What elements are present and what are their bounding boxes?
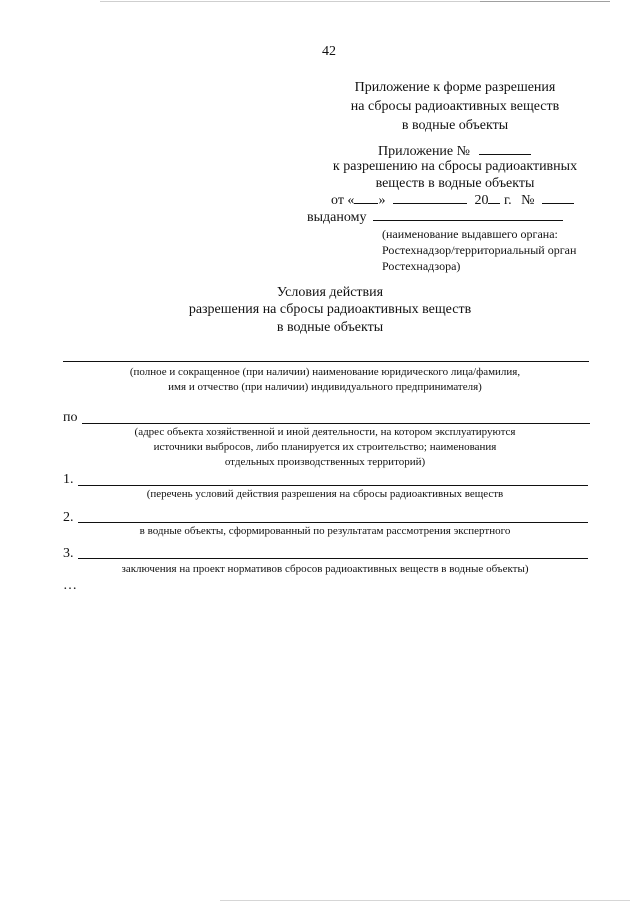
item-1-line (78, 485, 588, 486)
permit-number-blank (542, 191, 574, 204)
conditions-title-line3: в водные объекты (276, 320, 384, 335)
annex-title-line1: Приложение к форме разрешения (354, 80, 556, 95)
item-2-hint: в водные объекты, сформированный по результатам рассмотрения экспертного (139, 525, 511, 537)
page-number: 42 (322, 44, 336, 59)
address-hint-line3: отдельных производственных территорий) (224, 456, 426, 468)
permit-date-row (331, 191, 574, 209)
issued-row (307, 208, 563, 226)
year-suffix: г. (503, 193, 512, 208)
address-prefix: по (63, 410, 78, 425)
scan-edge-top (100, 1, 610, 2)
annex-number-label: Приложение № (378, 144, 470, 159)
item-3-number: 3. (63, 546, 74, 561)
annex-number-blank (479, 142, 531, 155)
day-blank (354, 191, 378, 204)
issuer-note-line1: (наименование выдавшего органа: (382, 227, 558, 241)
entity-name-line (63, 361, 589, 362)
annex-title-line3: в водные объекты (401, 118, 509, 133)
date-mid: » (378, 193, 386, 208)
year-prefix: 20 (474, 193, 489, 208)
number-sign: № (521, 193, 535, 208)
month-blank (393, 191, 467, 204)
item-1-hint: (перечень условий действия разрешения на сбросы радиоактивных веществ (146, 488, 504, 500)
entity-hint-line2: имя и отчество (при наличии) индивидуального предпринимателя) (168, 381, 482, 393)
issuer-note-line2: Ростехнадзор/территориальный орган (382, 243, 577, 257)
annex-title-line2: на сбросы радиоактивных веществ (350, 99, 560, 114)
item-2-line (78, 522, 588, 523)
ellipsis: … (63, 578, 77, 593)
issuer-blank (373, 208, 563, 221)
scan-edge-bottom (220, 900, 630, 901)
address-hint-line1: (адрес объекта хозяйственной и иной деятельности, на котором эксплуатируются (134, 426, 516, 438)
address-hint-line2: источники выбросов, либо планируется их строительство; наименования (153, 441, 497, 453)
year-blank (488, 191, 500, 204)
item-1-number: 1. (63, 472, 74, 487)
to-permit-line1: к разрешению на сбросы радиоактивных (332, 159, 578, 174)
address-line (82, 423, 590, 424)
conditions-title-line2: разрешения на сбросы радиоактивных веществ (188, 302, 472, 317)
issuer-note-line3: Ростехнадзора) (382, 259, 461, 273)
entity-hint-line1: (полное и сокращенное (при наличии) наименование юридического лица/фамилия, (129, 366, 521, 378)
conditions-title-line1: Условия действия (276, 285, 384, 300)
item-2-number: 2. (63, 510, 74, 525)
date-prefix: от « (331, 193, 355, 208)
to-permit-line2: веществ в водные объекты (375, 176, 535, 191)
item-3-hint: заключения на проект нормативов сбросов радиоактивных веществ в водные объекты) (121, 563, 529, 575)
issued-label: выданому (307, 210, 367, 225)
item-3-line (78, 558, 588, 559)
